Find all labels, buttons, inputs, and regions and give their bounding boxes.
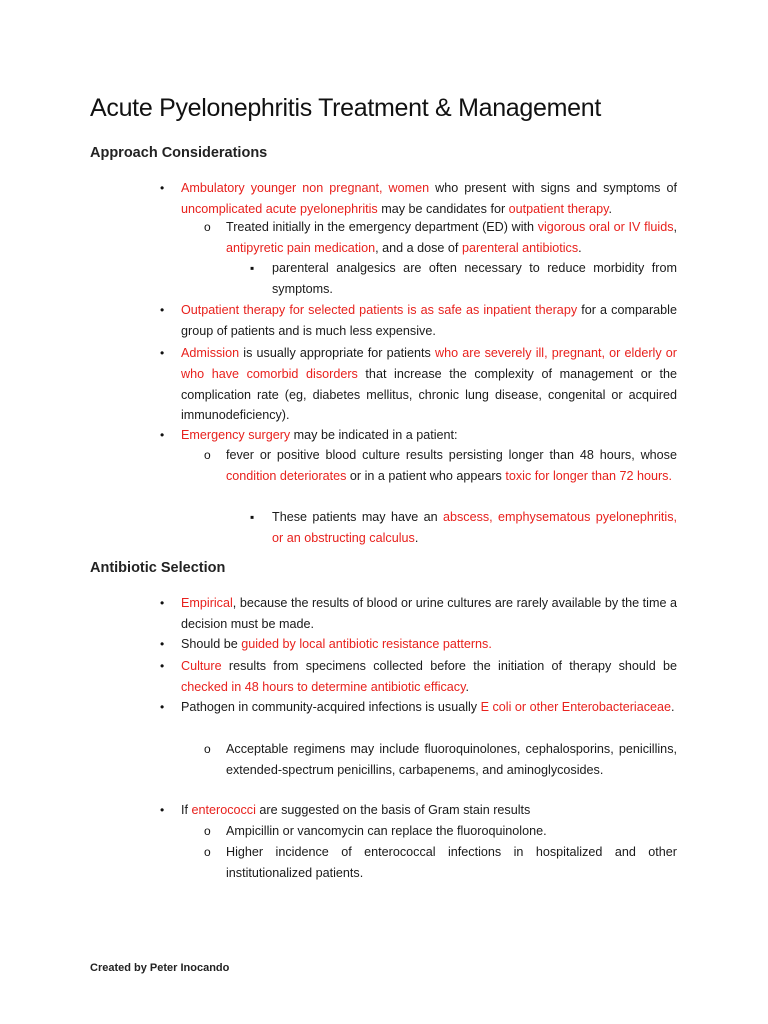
list-item bbox=[226, 445, 677, 487]
highlighted-text: toxic for longer than 72 hours. bbox=[505, 468, 672, 483]
bullet-marker-level2: o bbox=[204, 824, 211, 838]
list-item bbox=[181, 343, 677, 426]
highlighted-text: vigorous oral or IV fluids bbox=[537, 220, 674, 234]
body-text: results from specimens collected before the initiation of therapy should be bbox=[221, 659, 677, 673]
bullet-marker-level3: ▪ bbox=[250, 261, 255, 275]
list-item bbox=[181, 593, 677, 635]
bullet-marker-level2: o bbox=[204, 742, 211, 756]
list-item bbox=[181, 300, 677, 342]
body-text: . bbox=[671, 700, 675, 714]
list-item bbox=[272, 258, 677, 300]
bullet-marker-level1: • bbox=[160, 803, 165, 817]
highlighted-text: who are severely ill, pregnant, or elderly or who have comorbid disorders bbox=[181, 346, 678, 381]
body-text: Should be bbox=[181, 637, 242, 651]
bullet-marker-level1: • bbox=[160, 181, 165, 195]
bullet-marker-level1: • bbox=[160, 596, 165, 610]
body-text: , bbox=[673, 220, 677, 234]
list-item bbox=[226, 842, 677, 884]
bullet-marker-level1: • bbox=[160, 303, 165, 317]
body-text: is usually appropriate for patients bbox=[239, 346, 435, 360]
page-title: Acute Pyelonephritis Treatment & Management bbox=[90, 94, 601, 122]
body-text: These patients may have an bbox=[272, 510, 443, 524]
list-item bbox=[181, 656, 677, 698]
body-text: . bbox=[465, 679, 469, 694]
body-text: for a comparable group of patients and is much less expensive. bbox=[181, 303, 677, 338]
highlighted-text: outpatient therapy bbox=[508, 201, 609, 216]
body-text: . bbox=[414, 530, 419, 545]
body-text: who present with signs and symptoms of bbox=[429, 181, 677, 195]
body-text: may be candidates for bbox=[377, 201, 509, 216]
bullet-marker-level1: • bbox=[160, 346, 165, 360]
highlighted-text: parenteral antibiotics bbox=[461, 240, 579, 255]
highlighted-text: Outpatient therapy for selected patients is as safe as inpatient therapy bbox=[181, 303, 578, 317]
body-text: . bbox=[578, 240, 582, 255]
section-heading: Antibiotic Selection bbox=[90, 560, 226, 576]
body-text: If bbox=[181, 803, 192, 817]
body-text: Acceptable regimens may include fluoroquinolones, cephalosporins, penicillins, extended-spectrum penicillins, carbapenems, and aminoglycosides. bbox=[226, 742, 677, 777]
list-item bbox=[181, 425, 677, 446]
bullet-marker-level2: o bbox=[204, 220, 211, 234]
body-text: or in a patient who appears bbox=[346, 468, 506, 483]
body-text: Higher incidence of enterococcal infections in hospitalized and other institutionalized patients. bbox=[226, 845, 677, 880]
bullet-marker-level1: • bbox=[160, 659, 165, 673]
bullet-marker-level2: o bbox=[204, 448, 211, 462]
highlighted-text: enterococci bbox=[191, 803, 256, 817]
highlighted-text: Ambulatory younger non pregnant, women bbox=[181, 181, 430, 195]
list-item bbox=[181, 634, 677, 655]
bullet-marker-level2: o bbox=[204, 845, 211, 859]
bullet-marker-level1: • bbox=[160, 637, 165, 651]
list-item bbox=[226, 821, 677, 842]
bullet-marker-level1: • bbox=[160, 700, 165, 714]
highlighted-text: Culture bbox=[181, 659, 222, 673]
body-text: . bbox=[608, 201, 613, 216]
body-text: are suggested on the basis of Gram stain results bbox=[255, 803, 531, 817]
highlighted-text: antipyretic pain medication bbox=[226, 240, 376, 255]
body-text: fever or positive blood culture results persisting longer than 48 hours, whose bbox=[226, 448, 677, 462]
list-item bbox=[181, 697, 677, 718]
list-item bbox=[226, 217, 677, 259]
list-item bbox=[226, 739, 677, 781]
highlighted-text: checked in 48 hours to determine antibiotic efficacy bbox=[181, 679, 466, 694]
section-heading: Approach Considerations bbox=[90, 145, 268, 161]
body-text: Pathogen in community-acquired infections is usually bbox=[181, 700, 481, 714]
body-text: parenteral analgesics are often necessary to reduce morbidity from symptoms. bbox=[272, 261, 677, 296]
highlighted-text: Admission bbox=[181, 346, 240, 360]
highlighted-text: E coli or other Enterobacteriaceae bbox=[480, 700, 672, 714]
body-text: , and a dose of bbox=[375, 240, 462, 255]
highlighted-text: uncomplicated acute pyelonephritis bbox=[181, 201, 378, 216]
body-text: , because the results of blood or urine cultures are rarely available by the time a decision must be made. bbox=[181, 596, 677, 631]
list-item bbox=[272, 507, 677, 549]
body-text: Treated initially in the emergency department (ED) with bbox=[226, 220, 538, 234]
footer-credit: Created by Peter Inocando bbox=[90, 962, 230, 974]
list-item bbox=[181, 800, 677, 821]
list-item bbox=[181, 178, 677, 220]
highlighted-text: Empirical bbox=[181, 596, 233, 610]
body-text: Ampicillin or vancomycin can replace the fluoroquinolone. bbox=[226, 824, 547, 838]
body-text: that increase the complexity of management or the complication rate (eg, diabetes mellitus, chronic lung disease, congenital or acquired immunodeficiency). bbox=[181, 366, 678, 423]
highlighted-text: Emergency surgery bbox=[181, 428, 291, 442]
highlighted-text: abscess, emphysematous pyelonephritis, or an obstructing calculus bbox=[272, 510, 677, 545]
bullet-marker-level3: ▪ bbox=[250, 510, 255, 524]
highlighted-text: guided by local antibiotic resistance patterns. bbox=[241, 637, 492, 651]
body-text: may be indicated in a patient: bbox=[290, 428, 458, 442]
bullet-marker-level1: • bbox=[160, 428, 165, 442]
highlighted-text: condition deteriorates bbox=[226, 468, 347, 483]
